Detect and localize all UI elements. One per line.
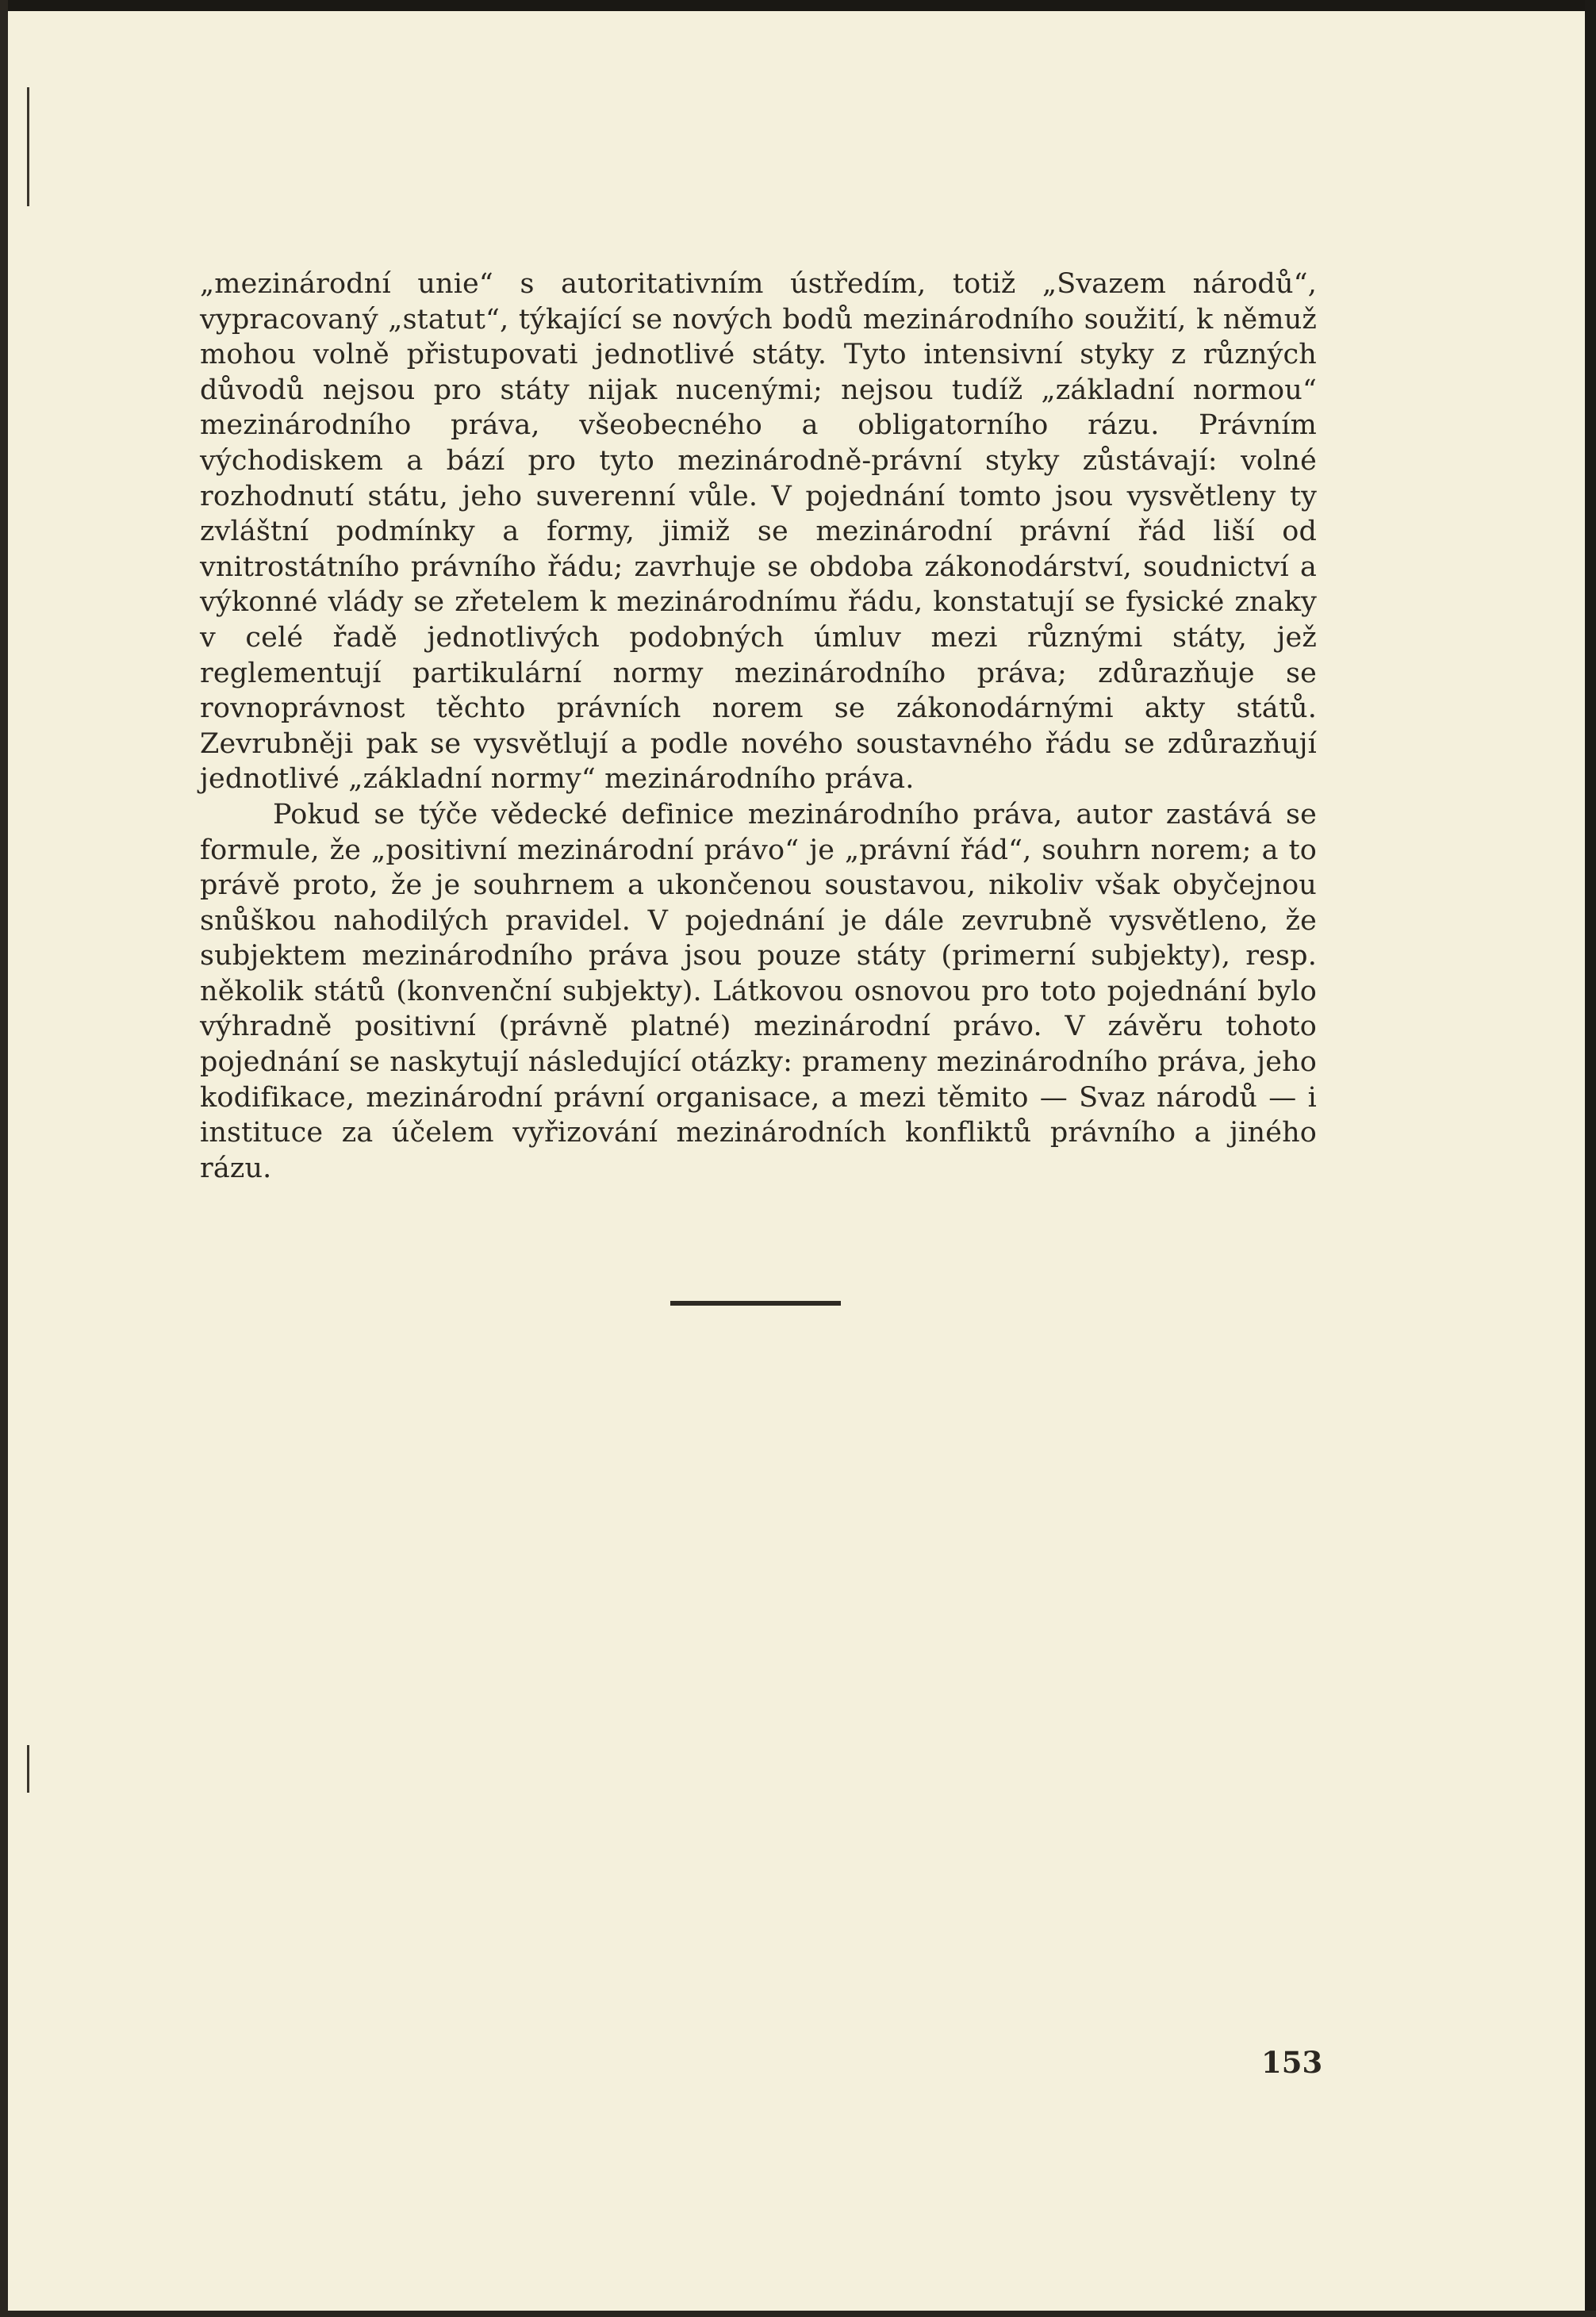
- section-divider-rule: [670, 1301, 841, 1306]
- binding-mark: [27, 1745, 29, 1793]
- scan-edge-left: [0, 0, 8, 2317]
- binding-mark: [27, 87, 29, 206]
- scan-edge-top: [0, 0, 1596, 11]
- scan-edge-right: [1585, 0, 1596, 2317]
- paragraph-1: „mezinárodní unie“ s autoritativním ústředím, totiž „Svazem národů“, vypracovaný „statut“, týkající se nových bodů mezinárodního soužití, k němuž mohou volně přistupovati jednotlivé státy. Tyto intensivní styky z různých důvodů nejsou pro státy nijak nucenými; nejsou tudíž „základní normou“ mezinárodního práva, všeobecného a obligatorního rázu. Právním východiskem a bází pro tyto mezinárodně-právní styky zůstávají: volné rozhodnutí státu, jeho suverenní vůle. V pojednání tomto jsou vysvětleny ty zvláštní podmínky a formy, jimiž se mezinárodní právní řád liší od vnitrostátního právního řádu; zavrhuje se obdoba zákonodárství, soudnictví a výkonné vlády se zřetelem k mezinárodnímu řádu, konstatují se fysické znaky v celé řadě jednotlivých podobných úmluv mezi různými státy, jež reglementují partikulární normy mezinárodního práva; zdůrazňuje se rovnoprávnost těchto právních norem se zákonodárnými akty států. Zevrubněji pak se vysvětlují a podle nového soustavného řádu se zdůrazňují jednotlivé „základní normy“ mezinárodního práva.: [200, 268, 1317, 796]
- scan-edge-bottom: [0, 2311, 1596, 2317]
- page-number: 153: [1261, 2045, 1323, 2080]
- paragraph-2: Pokud se týče vědecké definice mezinárodního práva, autor zastává se formule, že „positivní mezinárodní právo“ je „právní řád“, souhrn norem; a to právě proto, že je souhrnem a ukončenou soustavou, nikoliv však obyčejnou snůškou nahodilých pravidel. V pojednání je dále zevrubně vysvětleno, že subjektem mezinárodního práva jsou pouze státy (primerní subjekty), resp. několik států (konvenční subjekty). Látkovou osnovou pro toto pojednání bylo výhradně positivní (právně platné) mezinárodní právo. V závěru tohoto pojednání se naskytují následující otázky: prameny mezinárodního práva, jeho kodifikace, mezinárodní právní organisace, a mezi těmito — Svaz národů — i instituce za účelem vyřizování mezinárodních konfliktů právního a jiného rázu.: [200, 798, 1317, 1184]
- page-body: [200, 267, 1317, 1186]
